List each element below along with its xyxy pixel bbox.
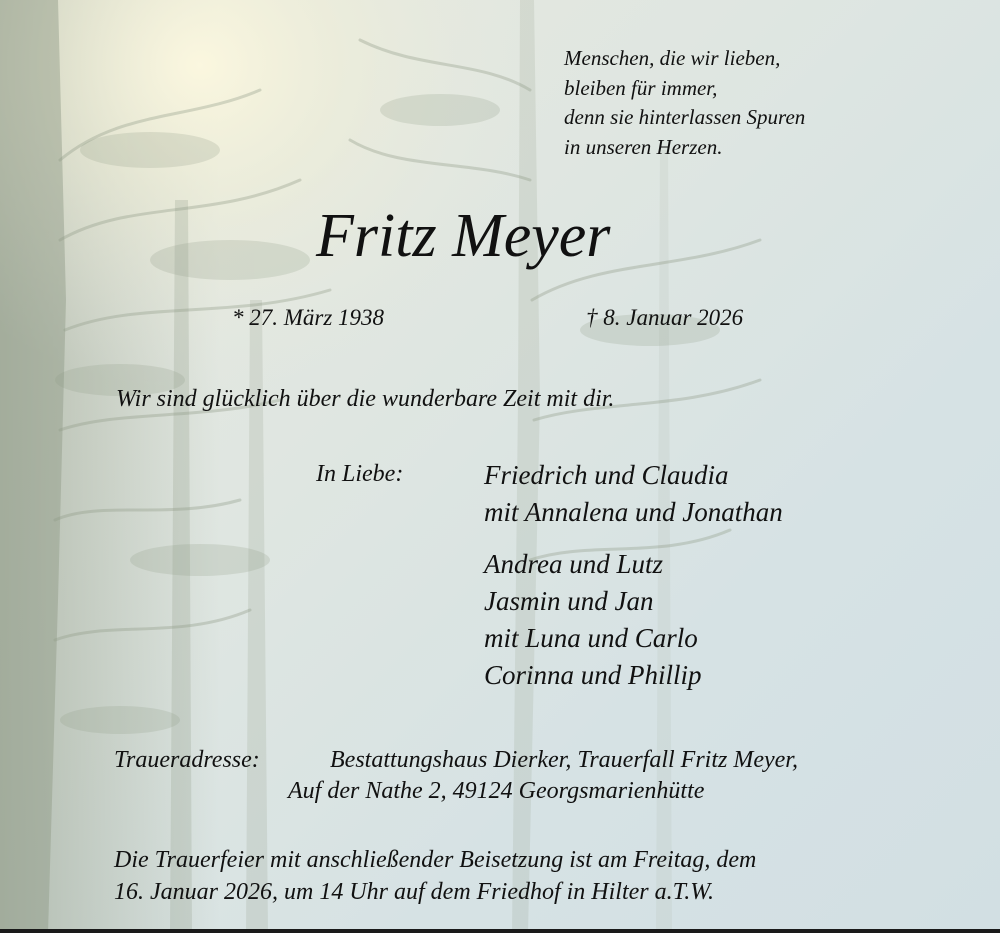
mourner-line: Jasmin und Jan [484, 586, 654, 616]
mourner-line: Friedrich und Claudia [484, 460, 729, 490]
address-line-1: Bestattungshaus Dierker, Trauerfall Fritz Meyer, [330, 747, 798, 773]
mourner-line: mit Annalena und Jonathan [484, 497, 783, 527]
mourners-group-2 [484, 546, 702, 694]
service-line: 16. Januar 2026, um 14 Uhr auf dem Friedhof in Hilter a.T.W. [114, 879, 714, 905]
service-line: Die Trauerfeier mit anschließender Beisetzung ist am Freitag, dem [114, 847, 757, 873]
mourners-group-1 [484, 457, 783, 531]
deceased-name: Fritz Meyer [316, 202, 611, 270]
funeral-service-info [114, 844, 756, 908]
mourner-line: Corinna und Phillip [484, 660, 702, 690]
address-line-2: Auf der Nathe 2, 49124 Georgsmarienhütte [288, 778, 705, 804]
birth-date: * 27. März 1938 [232, 305, 385, 330]
poem-line: bleiben für immer, [564, 75, 718, 100]
mourner-line: mit Luna und Carlo [484, 623, 698, 653]
poem-line: denn sie hinterlassen Spuren [564, 105, 806, 129]
death-date: † 8. Januar 2026 [586, 305, 744, 330]
address-label: Traueradresse: [114, 747, 260, 773]
poem-line: in unseren Herzen. [564, 134, 723, 159]
memorial-poem [564, 44, 805, 162]
poem-line: Menschen, die wir lieben, [564, 46, 781, 70]
mourner-line: Andrea und Lutz [484, 549, 664, 579]
intro-sentence: Wir sind glücklich über die wunderbare Zeit mit dir. [116, 386, 615, 412]
mourners-label: In Liebe: [316, 461, 404, 487]
